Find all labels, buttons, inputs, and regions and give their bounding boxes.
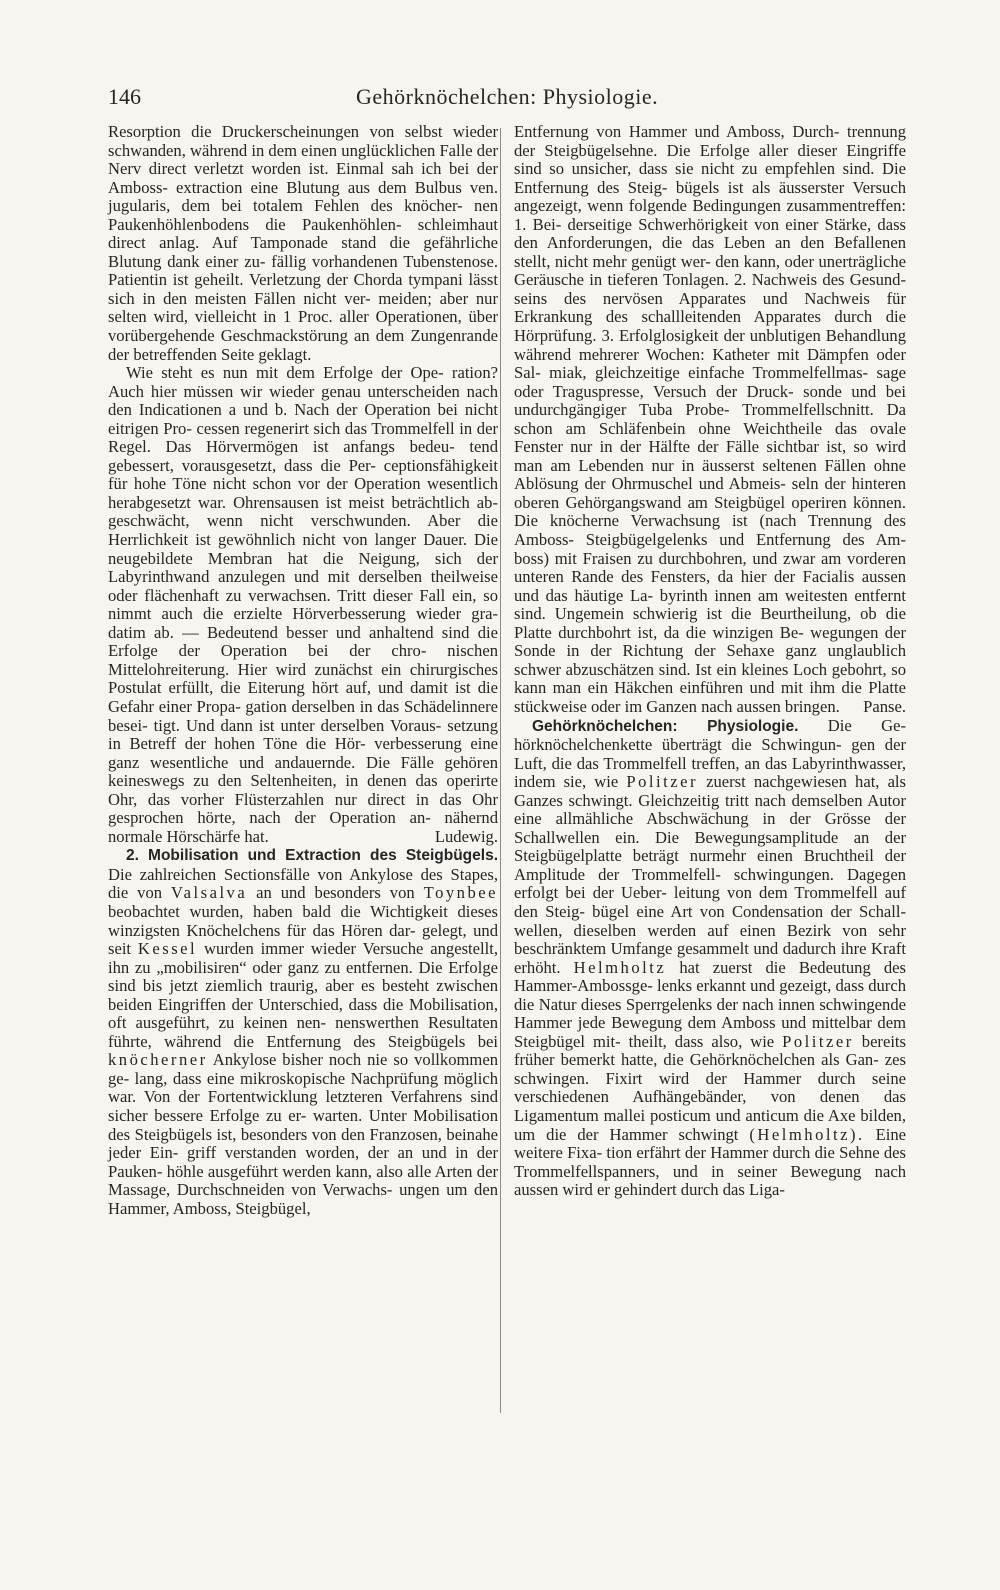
- person-name: Toynbee: [423, 883, 499, 903]
- paragraph-text: Die zahlreichen Sectionsfälle von Ankylose des Stapes, die von: [108, 864, 498, 903]
- paragraph-text: an und besonders von: [256, 883, 415, 903]
- section-heading: 2. Mobilisation und Extraction des Steigbügels.: [126, 847, 498, 865]
- paragraph-text: Entfernung von Hammer und Amboss, Durch- trennung der Steigbügelsehne. Die Erfolge aller dieser Eingriffe sind so unsicher, dass sie nicht zu empfehlen sind. Die Entfernung des Steig- bügels ist als äusserster Versuch angezeigt, wenn folgende Bedingungen zusammentreffen: 1. Bei- derseitige Schwerhörigkeit von einer Stärke, dass den Anforderungen, die das Leben an den Befallenen stellt, nicht mehr genügt wer- den kann, oder unerträgliche Geräusche in tieferen Tonlagen. 2. Nachweis des Gesund- seins des nervösen Apparates und Nachweis für Erkrankung des schallleitenden Apparates durch die Hörprüfung. 3. Erfolglosigkeit der unblutigen Behandlung während mehrerer Wochen: Katheter mit Dämpfen oder Sal- miak, gleichzeitige einfache Trommelfellmas- sage oder Traguspresse, Versuch der Druck- sonde und bei undurchgängiger Tuba Probe- Trommelfellschnitt. Da schon am Schläfenbein ohne Weichtheile das ovale Fenster nur in der Hälfte der Fälle sichtbar ist, so wird man am Lebenden nur in äusserst seltenen Fällen ohne Ablösung der Ohrmuschel und Abmeis- seln der hinteren oberen Gehörgangswand am Steigbügel operiren können. Die knöcherne Verwachsung ist (nach Trennung des Amboss- Steigbügelgelenks und Entfernung des Am- boss) mit Fraisen zu durchbohren, und zwar am vorderen unteren Rande des Fensters, da hier der Facialis aussen und das häutige La- byrinth innen am weitesten entfernt sind. Ungemein schwierig ist die Beurtheilung, ob die Platte durchbohrt ist, da die winzigen Be- wegungen der Sonde in der Richtung der Sehaxe ganz unglaublich schwer abzuschätzen sind. Ist ein kleines Loch gebohrt, so kann man ein Häkchen einführen und mit ihm die Platte stückweise oder im Ganzen nach aussen bringen.: [514, 122, 906, 716]
- author-signature: Panse.: [863, 696, 906, 716]
- paragraph-text: zuerst nachgewiesen hat, als Ganzes schwingt. Gleichzeitig tritt nach demselben Autor eine allmähliche Abschwächung in der Grösse der Schallwellen ein. Die Bewegungsamplitude an der Steigbügelplatte beträgt nurmehr einen Bruchtheil der Amplitude der Trommelfell- schwingungen. Dagegen erfolgt bei der Ueber- leitung von dem Trommelfell auf den Steig- bügel eine Art von Condensation der Schall- wellen, dieselben werden auf einen Bezirk von sehr beschränktem Umfange gesammelt und dadurch ihre Kraft erhöht.: [514, 772, 907, 977]
- paragraph-text: Wie steht es nun mit dem Erfolge der Ope- ration? Auch hier müssen wir wieder genau unterscheiden nach den Indicationen a und b. Nach der Operation bei nicht eitrigen Pro- cessen regenerirt sich das Trommelfell in der Regel. Das Hörvermögen ist anfangs bedeu- tend gebessert, vorausgesetzt, dass die Per- ceptionsfähigkeit für hohe Töne nicht schon vor der Operation wesentlich herabgesetzt war. Ohrensausen ist meist beträchtlich ab- geschwächt, wenn nicht verschwunden. Aber die Herrlichkeit ist gewöhnlich nicht von langer Dauer. Die neugebildete Membran hat die Neigung, sich der Labyrinthwand anzulegen und mit derselben theilweise oder flächenhaft zu verwachsen. Tritt dieser Fall ein, so nimmt auch die erzielte Hörverbesserung wieder gra- datim ab. — Bedeutend besser und anhaltend sind die Erfolge der Operation bei der chro- nischen Mittelohreiterung. Hier wird zunächst ein chirurgisches Postulat erfüllt, die Eiterung hört auf, und damit ist die Gefahr einer Propa- gation derselben in das Schädelinnere besei- tigt. Und dann ist unter derselben Voraus- setzung in Betreff der hohen Töne die Hör- verbesserung eine ganz wesentliche und andauernde. Die Fälle gehören keineswegs zu den Seltenheiten, in denen das operirte Ohr, das vorher Flüsterzahlen nur direct in das Ohr gesprochen hörte, nach der Operation an- nähernd normale Hörschärfe hat.: [108, 363, 498, 846]
- paragraph-text: Die Ge- hörknöchelchenkette überträgt die Schwingun- gen der Luft, die das Trommelfell treffen, an das Labyrinthwasser, indem sie, wie: [514, 715, 906, 792]
- paragraph-text: beobachtet wurden, haben bald die Wichtigkeit dieses winzigsten Knöchelchens für das Hören dar- gelegt, und seit: [108, 901, 498, 959]
- paragraph-text: Resorption die Druckerscheinungen von selbst wieder schwanden, während in dem einen unglücklichen Falle der Nerv direct verletzt worden ist. Einmal sah ich bei der Amboss- extraction eine Blutung aus dem Bulbus ven. jugularis, dem bei totalem Fehlen des knöcher- nen Paukenhöhlenbodens die Paukenhöhlen- schleimhaut direct anlag. Auf Tamponade stand die gefährliche Blutung dank einer zu- fällig vorhandenen Tubenstenose. Patientin ist geheilt. Verletzung der Chorda tympani lässt sich in den meisten Fällen nicht ver- meiden; aber nur selten wird, vielleicht in 1 Proc. aller Operationen, über vorübergehende Geschmackstörung an dem Zungenrande der betreffenden Seite geklagt.: [108, 122, 498, 364]
- person-name: (Helmholtz).: [749, 1124, 865, 1144]
- paragraph-text: Ankylose bisher noch nie so vollkommen ge- lang, dass eine mikroskopische Nachprüfung möglich war. Von der Fortentwicklung letzteren Verfahrens sind sicher bessere Erfolge zu er- warten. Unter Mobilisation des Steigbügels ist, besonders von den Franzosen, beinahe jeder Ein- griff verstanden worden, der an und in der Pauken- höhle ausgeführt werden kann, also alle Arten der Massage, Durchschneiden von Verwachs- ungen um den Hammer, Amboss, Steigbügel,: [108, 1050, 498, 1218]
- person-name: Helmholtz: [573, 957, 667, 977]
- person-name: Valsalva: [171, 883, 248, 903]
- page-number: 146: [108, 84, 141, 109]
- column-divider: [500, 128, 501, 1413]
- paragraph-text: wurden immer wieder Versuche angestellt, ihn zu „mobilisiren“ oder ganz zu entfernen. Die Erfolge sind bis jetzt ziemlich traurig, aber es besteht zwischen beiden Eingriffen der Unterschied, dass die Mobilisation, oft ausgeführt, zu keinen nen- nenswerthen Resultaten führte, während die Entfernung des Steigbügels bei: [108, 939, 498, 1051]
- person-name: Kessel: [137, 939, 198, 959]
- running-head: [108, 84, 672, 114]
- paragraph-text: Eine weitere Fixa- tion erfährt der Hammer durch die Sehne des Trommelfellspanners, und in seiner Bewegung nach aussen wird er gehindert durch das Liga-: [514, 1124, 906, 1200]
- author-signature: Ludewig.: [434, 826, 498, 846]
- person-name: Politzer: [782, 1031, 854, 1051]
- paragraph-text: hat zuerst die Bedeutung des Hammer-Ambossge- lenks erkannt und gezeigt, dass durch die Natur dieses Sperrgelenks der nach innen schwingende Hammer jede Bewegung dem Amboss und mittelbar dem Steigbügel mit- theilt, dass also, wie: [514, 957, 906, 1051]
- right-column: [514, 123, 906, 1200]
- paragraph-erfolg: [108, 364, 498, 846]
- running-title: Gehörknöchelchen: Physiologie.: [356, 84, 659, 109]
- section-heading: Gehörknöchelchen: Physiologie.: [532, 717, 799, 735]
- paragraph-entfernung: [514, 123, 906, 717]
- paragraph-physiologie: [514, 717, 906, 1200]
- person-name: Politzer: [626, 772, 698, 792]
- paragraph-resorption: [108, 123, 498, 364]
- left-column: [108, 123, 498, 1218]
- paragraph-text: bereits früher bemerkt hatte, die Gehörknöchelchen als Gan- zes schwingen. Fixirt wird der Hammer durch seine verschiedenen Aufhängebänder, von denen das Ligamentum mallei posticum und anticum die Axe bilden, um die der Hammer schwingt: [514, 1031, 906, 1144]
- paragraph-mobilisation: [108, 846, 498, 1218]
- emphasis-text: knöcherner: [108, 1050, 208, 1070]
